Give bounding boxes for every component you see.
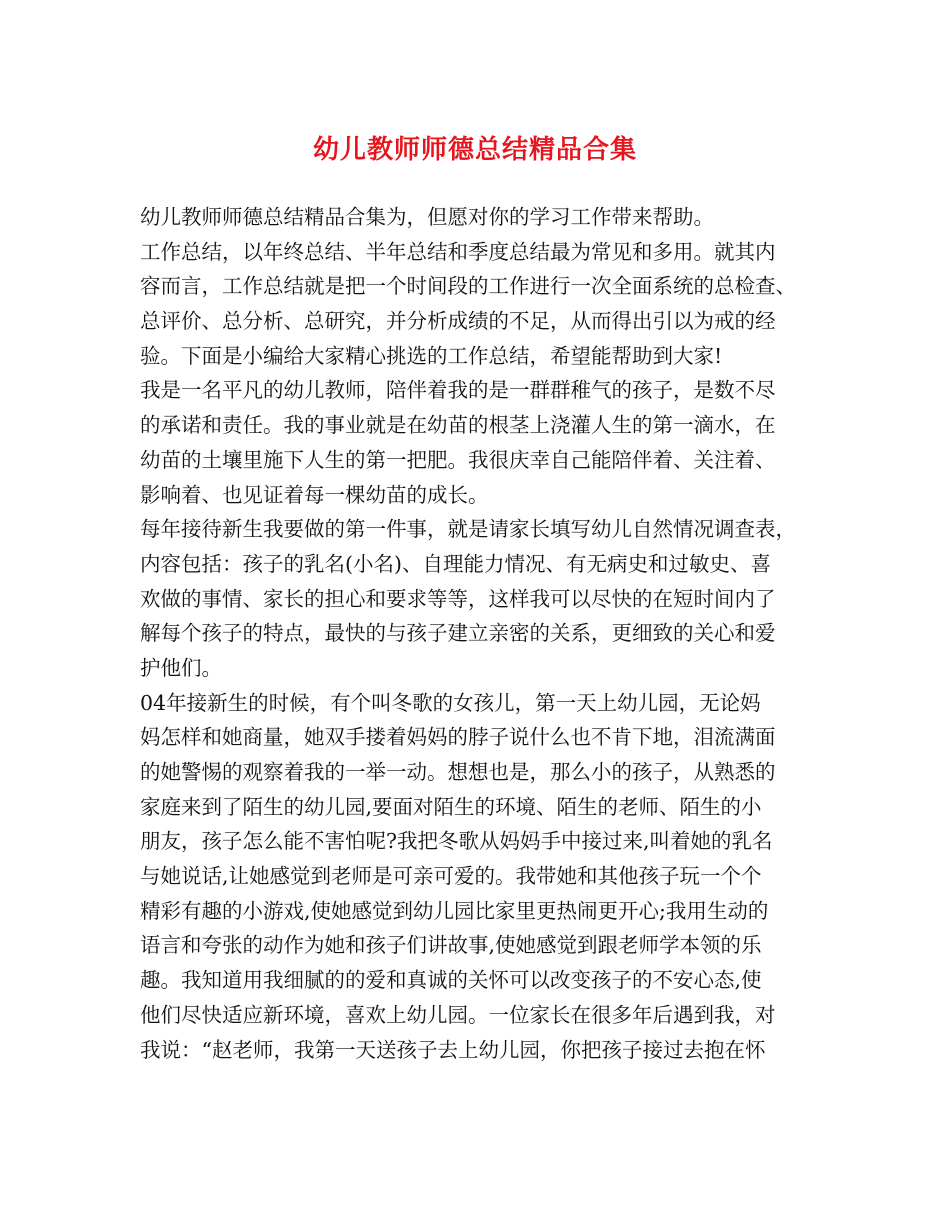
text-line: 妈怎样和她商量，她双手搂着妈妈的脖子说什么也不肯下地，泪流满面	[140, 725, 776, 750]
text-line: 容而言，工作总结就是把一个时间段的工作进行一次全面系统的总检查、	[140, 274, 796, 299]
text-line: 幼苗的土壤里施下人生的第一把肥。我很庆幸自己能陪伴着、关注着、	[140, 447, 776, 472]
text-line: 04年接新生的时候，有个叫冬歌的女孩儿，第一天上幼儿园，无论妈	[140, 690, 761, 715]
text-line: 内容包括：孩子的乳名(小名)、自理能力情况、有无病史和过敏史、喜	[140, 551, 771, 576]
text-line: 趣。我知道用我细腻的的爱和真诚的关怀可以改变孩子的不安心态,使	[140, 968, 762, 993]
text-line: 总评价、总分析、总研究，并分析成绩的不足，从而得出引以为戒的经	[140, 309, 776, 334]
text-line: 他们尽快适应新环境，喜欢上幼儿园。一位家长在很多年后遇到我，对	[140, 1002, 776, 1027]
text-line: 的她警惕的观察着我的一举一动。想想也是，那么小的孩子，从熟悉的	[140, 760, 776, 784]
text-line: 每年接待新生我要做的第一件事，就是请家长填写幼儿自然情况调查表，	[140, 517, 796, 542]
text-line: 护他们。	[140, 655, 222, 680]
text-line: 语言和夸张的动作为她和孩子们讲故事,使她感觉到跟老师学本领的乐	[140, 933, 762, 958]
text-line: 与她说话,让她感觉到老师是可亲可爱的。我带她和其他孩子玩一个个	[140, 864, 762, 889]
text-line: 解每个孩子的特点，最快的与孩子建立亲密的关系，更细致的关心和爱	[140, 621, 776, 646]
text-line: 家庭来到了陌生的幼儿园,要面对陌生的环境、陌生的老师、陌生的小	[140, 794, 762, 819]
text-line: 朋友，孩子怎么能不害怕呢?我把冬歌从妈妈手中接过来,叫着她的乳名	[140, 829, 773, 854]
text-line: 影响着、也见证着每一棵幼苗的成长。	[140, 482, 489, 507]
document-body	[140, 200, 820, 1067]
text-line: 精彩有趣的小游戏,使她感觉到幼儿园比家里更热闹更开心;我用生动的	[140, 898, 769, 923]
text-line: 工作总结，以年终总结、半年总结和季度总结最为常见和多用。就其内	[140, 239, 776, 264]
text-line: 验。下面是小编给大家精心挑选的工作总结，希望能帮助到大家!	[140, 343, 723, 368]
text-line: 的承诺和责任。我的事业就是在幼苗的根茎上浇灌人生的第一滴水，在	[140, 413, 776, 438]
text-line: 我是一名平凡的幼儿教师，陪伴着我的是一群群稚气的孩子，是数不尽	[140, 378, 776, 403]
text-line: 欢做的事情、家长的担心和要求等等，这样我可以尽快的在短时间内了	[140, 586, 776, 611]
text-line: 幼儿教师师德总结精品合集为，但愿对你的学习工作带来帮助。	[140, 205, 714, 229]
text-line: 我说：“赵老师，我第一天送孩子去上幼儿园，你把孩子接过去抱在怀	[140, 1037, 766, 1062]
document-title: 幼儿教师师德总结精品合集	[312, 135, 637, 165]
